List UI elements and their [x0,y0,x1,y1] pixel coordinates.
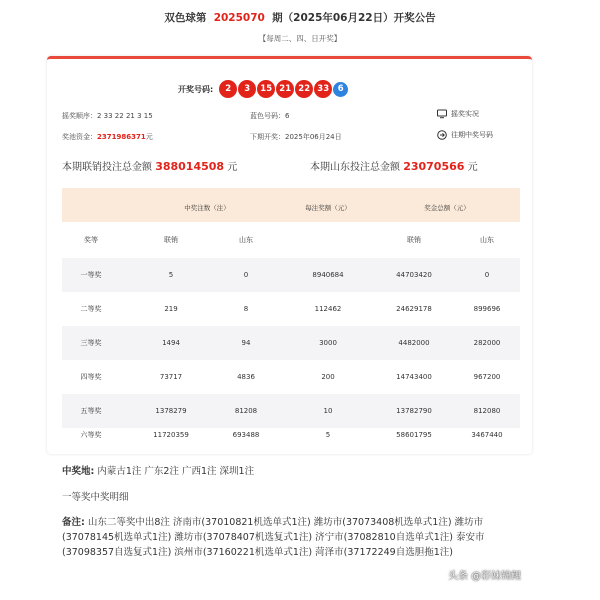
page-title [0,10,600,25]
col-total-shandong: 山东 [480,236,494,244]
next-draw [250,132,342,142]
prize-level: 六等奖 [80,431,102,439]
header-count: 中奖注数（注） [184,204,230,212]
count-national: 73717 [159,373,183,381]
table-row [62,292,520,326]
prize-level: 四等奖 [80,373,102,381]
count-national: 11720359 [153,431,189,439]
col-count-national: 联销 [164,236,178,244]
prize-level: 三等奖 [80,339,102,347]
count-shandong: 693488 [232,431,260,439]
prize-amount: 8940684 [312,271,344,279]
draw-schedule: 【每周二、四、日开奖】 [258,34,342,43]
total-national: 24629178 [396,305,432,313]
red-ball: 15 [257,80,275,98]
issue-number: 2025070 [213,12,265,24]
red-ball: 22 [295,80,313,98]
draw-order-label: 摇奖顺序： [62,112,97,120]
count-national: 5 [168,271,174,279]
total-shandong: 0 [484,271,490,279]
prize-level: 五等奖 [80,407,102,415]
next-draw-date: 2025年06月24日 [285,133,342,141]
watermark: 头条 @彩妹锦鲤 [448,571,522,582]
history-label: 往期中奖号码 [451,131,493,139]
jackpot-label: 奖池资金： [62,133,97,141]
total-shandong: 282000 [473,339,501,347]
shandong-total-unit: 元 [467,162,478,173]
red-ball: 2 [219,80,237,98]
winning-numbers-label: 开奖号码: [178,84,214,94]
first-prize-detail-title: 一等奖中奖明细 [62,492,129,503]
red-ball: 33 [314,80,332,98]
arrow-circle-icon [437,130,447,140]
blue-number-label: 蓝色号码： [250,112,285,120]
blue-number-value: 6 [285,112,290,120]
header-prize: 每注奖额（元） [305,204,351,212]
jackpot-unit: 元 [145,133,153,141]
red-ball: 21 [276,80,294,98]
count-national: 1378279 [155,407,187,415]
shandong-total [310,158,478,173]
count-national: 1494 [162,339,180,347]
national-total-value: 388014508 [155,160,225,173]
red-ball: 3 [238,80,256,98]
blue-number-info [250,111,289,121]
draw-order-value: 2 33 22 21 3 15 [97,112,153,120]
remark-text: 山东二等奖中出8注 济南市(37010821机选单式1注) 潍坊市(37073408机选单式1注) 潍坊市(37078145机选单式1注) 潍坊市(37078407机选复式1注) 济宁市(37082810自选单式1注) 泰安市(37098357自选复式1注) 滨州市(37160221机选单式1注) 菏泽市(37172249自选胆拖1注) [62,517,485,558]
table-row [62,258,520,292]
remark-label: 备注: [62,517,85,528]
winning-locations [62,463,254,477]
count-shandong: 81208 [234,407,258,415]
blue-ball: 6 [333,82,348,97]
count-shandong: 0 [243,271,249,279]
shandong-total-label: 本期山东投注总金额 [310,162,400,173]
count-shandong: 94 [241,339,251,347]
remark [62,515,532,560]
count-shandong: 4836 [237,373,255,381]
total-shandong: 899696 [473,305,501,313]
national-total-label: 本期联销投注总金额 [62,162,152,173]
winning-numbers [178,80,349,98]
total-national: 13782790 [396,407,432,415]
total-shandong: 967200 [473,373,501,381]
prize-amount: 5 [325,431,331,439]
monitor-icon [437,109,447,119]
national-total-unit: 元 [227,162,238,173]
prize-level: 一等奖 [80,271,102,279]
history-link[interactable] [437,130,493,140]
draw-order [62,111,153,121]
live-draw-label: 摇奖实况 [451,110,479,118]
table-row [62,360,520,394]
table-row [62,326,520,360]
sales-totals [62,158,522,173]
prize-amount: 200 [321,373,335,381]
title-prefix: 双色球第 [164,12,207,24]
live-draw-link[interactable] [437,109,479,119]
col-total-national: 联销 [407,236,421,244]
jackpot-pool [62,132,153,142]
total-national: 14743400 [396,373,432,381]
shandong-total-value: 23070566 [403,160,465,173]
winning-locations-text: 内蒙古1注 广东2注 广西1注 深圳1注 [97,466,255,477]
total-shandong: 3467440 [471,431,503,439]
col-count-shandong: 山东 [239,236,253,244]
count-shandong: 8 [243,305,249,313]
next-draw-label: 下期开奖： [250,133,285,141]
prize-level: 二等奖 [80,305,102,313]
total-shandong: 812080 [473,407,501,415]
prize-table-subheader [62,222,520,258]
header-total: 奖金总额（元） [424,204,470,212]
prize-amount: 10 [323,407,333,415]
prize-amount: 112462 [314,305,342,313]
prize-amount: 3000 [319,339,337,347]
jackpot-value: 2371986371 [97,133,146,141]
total-national: 58601795 [396,431,432,439]
total-national: 4482000 [398,339,430,347]
winning-locations-label: 中奖地: [62,466,95,477]
count-national: 219 [164,305,178,313]
table-row [62,418,520,452]
total-national: 44703420 [396,271,432,279]
col-level: 奖等 [84,236,98,244]
title-suffix: 期（2025年06月22日）开奖公告 [272,12,436,24]
